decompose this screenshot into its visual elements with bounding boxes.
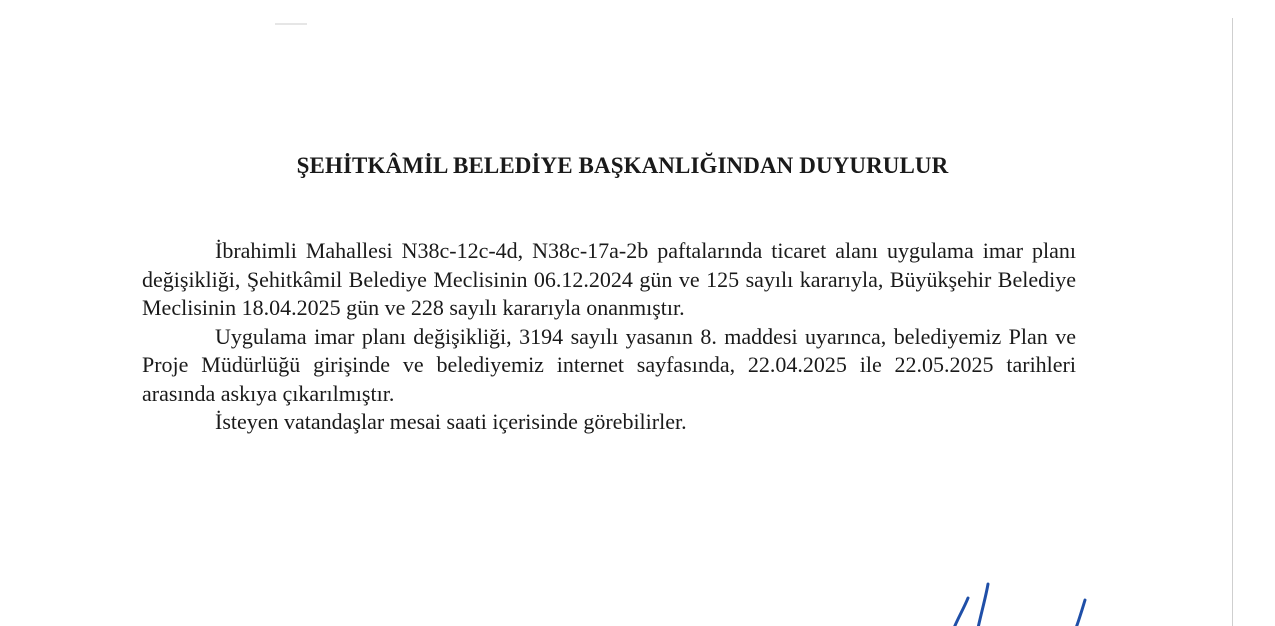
- paragraph-viewing-note: İsteyen vatandaşlar mesai saati içerisinde görebilirler.: [215, 409, 687, 434]
- document-body: [142, 237, 1076, 437]
- page-edge-line: [1232, 18, 1233, 626]
- signature-icon: [940, 578, 1110, 626]
- paragraph-plan-approval: İbrahimli Mahallesi N38c-12c-4d, N38c-17a-2b paftalarında ticaret alanı uygulama imar planı değişikliği, Şehitkâmil Belediye Meclisinin 06.12.2024 gün ve 125 sayılı kararıyla, Büyükşehir Belediye Meclisinin 18.04.2025 gün ve 228 sayılı kararıyla onanmıştır.: [142, 238, 1076, 320]
- paragraph-public-display: Uygulama imar planı değişikliği, 3194 sayılı yasanın 8. maddesi uyarınca, belediyemiz Plan ve Proje Müdürlüğü girişinde ve belediyemiz internet sayfasında, 22.04.2025 ile 22.05.2025 tarihleri arasında askıya çıkarılmıştır.: [142, 323, 1076, 406]
- scan-artifact: [275, 23, 307, 25]
- signature: [940, 578, 1110, 626]
- document-title: ŞEHİTKÂMİL BELEDİYE BAŞKANLIĞINDAN DUYURULUR: [296, 153, 949, 178]
